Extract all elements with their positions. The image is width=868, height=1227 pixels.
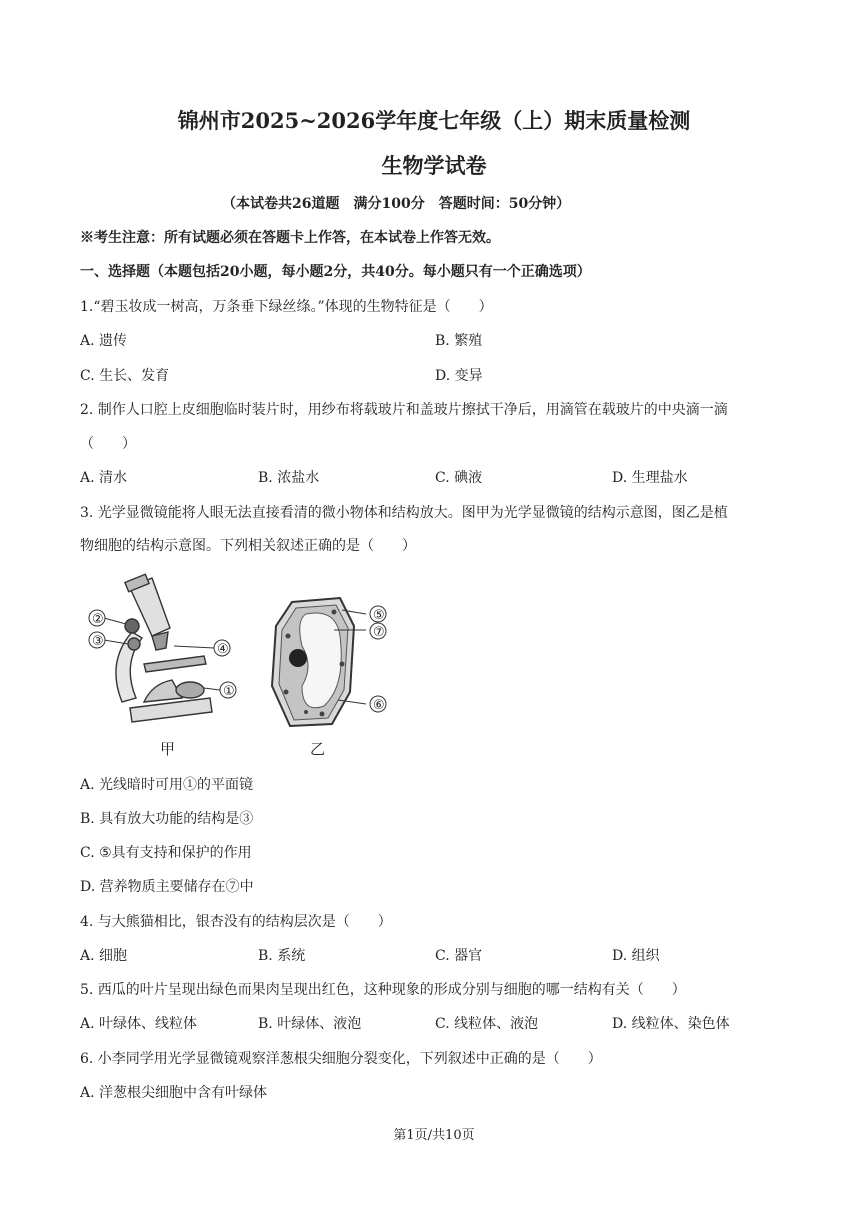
option-c: C. 碘液 xyxy=(435,470,483,486)
option-a: A. 洋葱根尖细胞中含有叶绿体 xyxy=(80,1085,268,1101)
option-c: C. 线粒体、液泡 xyxy=(435,1016,539,1032)
option-b: B. 具有放大功能的结构是③ xyxy=(80,811,254,827)
label-1: ① xyxy=(223,684,235,699)
exam-info: （本试卷共26道题 满分100分 答题时间：50分钟） xyxy=(222,196,571,212)
option-c: C. ⑤具有支持和保护的作用 xyxy=(80,845,252,861)
option-d: D. 线粒体、染色体 xyxy=(612,1016,730,1032)
option-c: C. 器官 xyxy=(435,948,483,964)
label-3: ③ xyxy=(92,634,104,649)
option-a: A. 遗传 xyxy=(80,333,128,349)
question-stem: 2. 制作人口腔上皮细胞临时装片时，用纱布将载玻片和盖玻片擦拭干净后，用滴管在载玻片的中央滴一滴 xyxy=(80,402,728,418)
exam-title: 锦州市2025~2026学年度七年级（上）期末质量检测 xyxy=(177,108,691,133)
option-d: D. 营养物质主要储存在⑦中 xyxy=(80,879,254,895)
page-number: 第1页/共10页 xyxy=(393,1128,475,1143)
option-d: D. 变异 xyxy=(435,368,483,384)
option-a: A. 清水 xyxy=(80,470,128,486)
label-6: ⑥ xyxy=(373,698,385,713)
microscope-figure xyxy=(82,572,262,742)
question-stem: 5. 西瓜的叶片呈现出绿色而果肉呈现出红色，这种现象的形成分别与细胞的哪一结构有关（ ） xyxy=(80,982,686,998)
exam-subtitle: 生物学试卷 xyxy=(381,153,487,178)
exam-notice: ※考生注意：所有试题必须在答题卡上作答，在本试卷上作答无效。 xyxy=(80,230,500,246)
figure-caption-left: 甲 xyxy=(160,740,176,758)
label-4: ④ xyxy=(217,642,229,657)
option-a: A. 光线暗时可用①的平面镜 xyxy=(80,777,254,793)
option-a: A. 细胞 xyxy=(80,948,128,964)
option-d: D. 生理盐水 xyxy=(612,470,688,486)
option-b: B. 繁殖 xyxy=(435,333,483,349)
figure-caption-right: 乙 xyxy=(310,740,326,758)
label-7: ⑦ xyxy=(373,625,385,640)
question-stem: 3. 光学显微镜能将人眼无法直接看清的微小物体和结构放大。图甲为光学显微镜的结构示意图，图乙是植 xyxy=(80,505,728,521)
label-2: ② xyxy=(92,612,104,627)
option-c: C. 生长、发育 xyxy=(80,368,170,384)
option-a: A. 叶绿体、线粒体 xyxy=(80,1016,198,1032)
section-heading: 一、选择题（本题包括20小题，每小题2分，共40分。每小题只有一个正确选项） xyxy=(80,264,591,280)
question-stem-cont: （ ） xyxy=(80,436,136,452)
question-stem: 6. 小李同学用光学显微镜观察洋葱根尖细胞分裂变化，下列叙述中正确的是（ ） xyxy=(80,1051,602,1067)
plant-cell-figure xyxy=(262,596,412,746)
option-b: B. 浓盐水 xyxy=(258,470,320,486)
question-stem: 1.“碧玉妆成一树高，万条垂下绿丝绦。”体现的生物特征是（ ） xyxy=(80,299,493,315)
option-b: B. 叶绿体、液泡 xyxy=(258,1016,362,1032)
option-b: B. 系统 xyxy=(258,948,306,964)
question-stem-cont: 物细胞的结构示意图。下列相关叙述正确的是（ ） xyxy=(80,538,416,554)
question-stem: 4. 与大熊猫相比，银杏没有的结构层次是（ ） xyxy=(80,914,392,930)
option-d: D. 组织 xyxy=(612,948,660,964)
label-5: ⑤ xyxy=(373,608,385,623)
